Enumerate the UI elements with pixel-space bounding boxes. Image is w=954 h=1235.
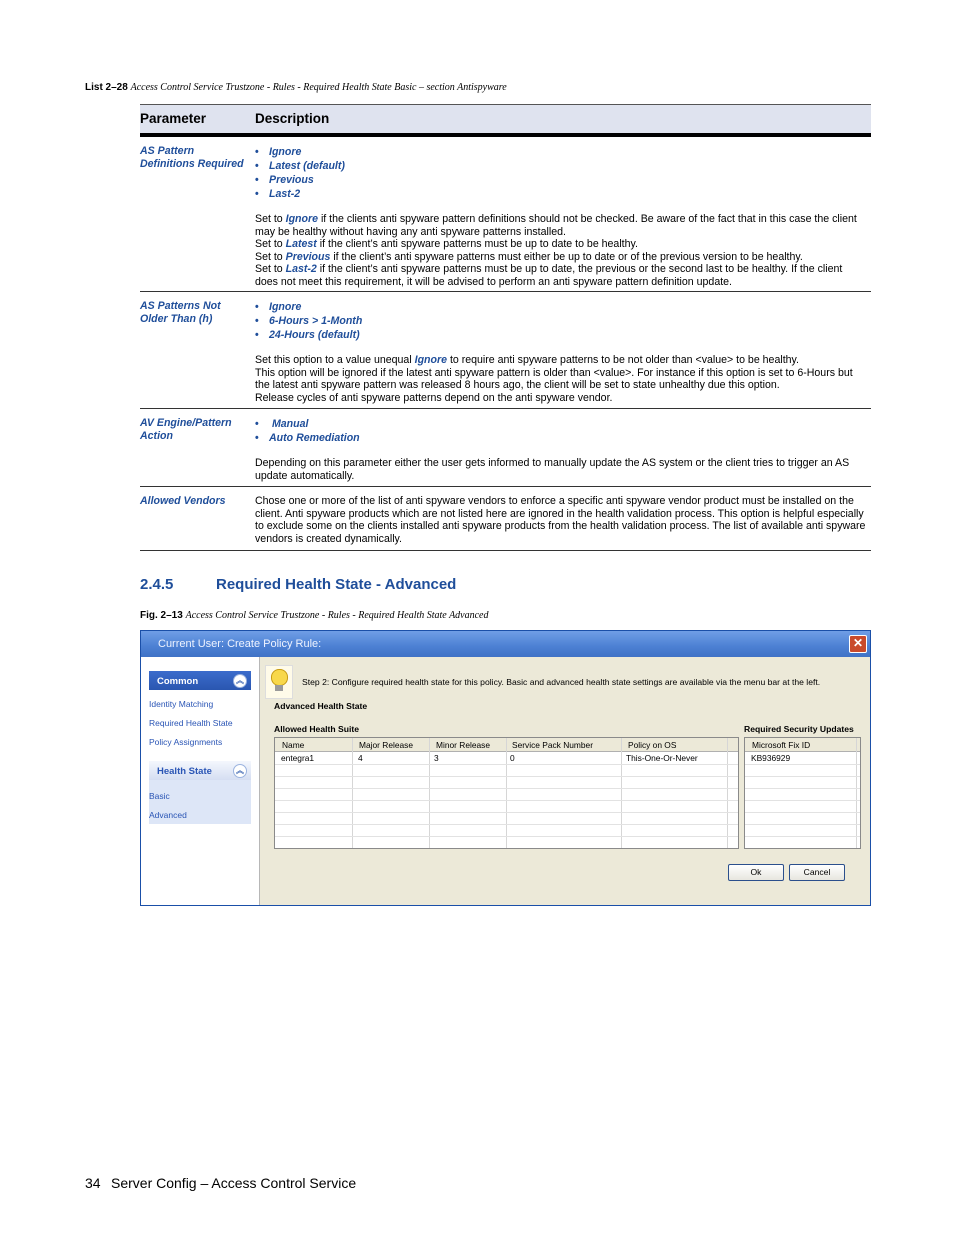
- option-item: • Manual: [255, 417, 867, 431]
- sidebar-item-basic[interactable]: Basic: [149, 791, 170, 801]
- list-caption: [85, 82, 507, 93]
- sidebar-item-identity-matching[interactable]: Identity Matching: [149, 699, 214, 709]
- param-description: [255, 145, 867, 289]
- collapse-icon[interactable]: ︽: [233, 764, 247, 778]
- table-header: [140, 104, 871, 137]
- header-parameter: Parameter: [140, 111, 207, 126]
- sidebar-group-title: Health State: [157, 766, 212, 777]
- option-item: • Latest (default): [255, 159, 867, 173]
- sidebar: [141, 657, 260, 906]
- content-pane: [259, 657, 870, 905]
- option-item: • Ignore: [255, 300, 867, 314]
- option-item: • Auto Remediation: [255, 431, 867, 445]
- sidebar-group-title: Common: [157, 676, 199, 687]
- param-description: [255, 300, 867, 404]
- footer-text: Server Config – Access Control Service: [111, 1175, 357, 1191]
- option-item: • Ignore: [255, 145, 867, 159]
- parameter-table: [140, 104, 871, 551]
- column-header[interactable]: Name: [282, 740, 305, 750]
- option-item: • 6-Hours > 1-Month: [255, 314, 867, 328]
- step-text: Step 2: Configure required health state for this policy. Basic and advanced health state settings are available via the menu bar at the left.: [302, 677, 821, 687]
- list-caption-text: Access Control Service Trustzone - Rules - Required Health State Basic – section Antispyware: [130, 82, 507, 93]
- updates-label: Required Security Updates: [744, 724, 854, 734]
- column-header[interactable]: Microsoft Fix ID: [752, 740, 811, 750]
- grid-cell[interactable]: KB936929: [751, 753, 791, 763]
- param-text: Chose one or more of the list of anti spyware vendors to enforce a specific anti spyware vendor product must be installed on the client. Anti spyware products which are not listed here are ignored in the health validation process. This option is helpful especially to exclude some on the clients installed anti spyware products from the health validation process. The list of available anti spyware vendors is created dynamically.: [255, 495, 866, 545]
- column-header[interactable]: Policy on OS: [628, 740, 677, 750]
- suite-label: Allowed Health Suite: [274, 724, 359, 734]
- table-row: [140, 409, 871, 487]
- security-updates-grid[interactable]: [744, 737, 861, 849]
- sidebar-group-common[interactable]: [149, 671, 251, 690]
- column-header[interactable]: Service Pack Number: [512, 740, 593, 750]
- sidebar-item-advanced[interactable]: Advanced: [149, 810, 187, 820]
- list-caption-label: List 2–28: [85, 82, 128, 93]
- health-suite-grid[interactable]: [274, 737, 739, 849]
- figure-caption-text: Access Control Service Trustzone - Rules - Required Health State Advanced: [185, 610, 489, 621]
- param-name: Allowed Vendors: [140, 495, 226, 507]
- collapse-icon[interactable]: ︽: [233, 674, 247, 688]
- param-text: Depending on this parameter either the user gets informed to manually update the AS system or the client tries to trigger an AS update automatically.: [255, 457, 850, 482]
- sidebar-item-policy-assignments[interactable]: Policy Assignments: [149, 737, 223, 747]
- figure-caption: [140, 610, 489, 621]
- sidebar-item-required-health-state[interactable]: Required Health State: [149, 718, 233, 728]
- column-header[interactable]: Minor Release: [436, 740, 490, 750]
- policy-rule-window: [140, 630, 871, 906]
- section-number: 2.4.5: [140, 576, 174, 593]
- ok-button[interactable]: Ok: [728, 864, 784, 881]
- grid-cell[interactable]: entegra1: [281, 753, 315, 763]
- column-header[interactable]: Major Release: [359, 740, 413, 750]
- option-item: • Previous: [255, 173, 867, 187]
- window-titlebar: [141, 631, 870, 657]
- window-title: Current User: Create Policy Rule:: [158, 638, 322, 650]
- page-number: 34: [85, 1175, 101, 1191]
- header-description: Description: [255, 111, 330, 126]
- param-text: Set to Ignore if the clients anti spyware pattern definitions should not be checked. Be aware of the fact that in this case the client may be healthy without having any anti spyware patterns installed. Set to Latest if the client’s anti spyware patterns must be up to date to be healthy. Set to Previous if the client’s anti spyware patterns must either be up to date or of the previous version to be healthy. Set to Last-2 if the client’s anti spyware patterns must be up to date, the previous or the second last to be healthy. If the client does not meet this requirement, it will be advised to perform an anti spyware pattern definition update.: [255, 213, 857, 288]
- grid-cell[interactable]: This-One-Or-Never: [626, 753, 698, 763]
- option-item: • 24-Hours (default): [255, 328, 867, 342]
- param-description: [255, 417, 867, 482]
- param-text: Set this option to a value unequal Ignore to require anti spyware patterns to be not older than <value> to be healthy. This option will be ignored if the latest anti spyware pattern is older than <value>. For instance if this option is set to 6-Hours but the latest anti spyware pattern was released 8 hours ago, the client will be set to state unhealthy due this option. Release cycles of anti spyware patterns depend on the anti spyware vendor.: [255, 354, 853, 404]
- section-heading: [140, 576, 456, 593]
- table-row: [140, 487, 871, 551]
- section-title: Required Health State - Advanced: [216, 576, 457, 593]
- page-footer: [85, 1175, 356, 1191]
- sidebar-group-health-state[interactable]: [149, 761, 251, 780]
- page-heading: Advanced Health State: [274, 701, 368, 711]
- option-item: • Last-2: [255, 187, 867, 201]
- lightbulb-icon: [265, 665, 293, 699]
- grid-cell[interactable]: 4: [358, 753, 363, 763]
- param-name: AV Engine/Pattern Action: [140, 417, 232, 442]
- cancel-button[interactable]: Cancel: [789, 864, 845, 881]
- table-row: [140, 292, 871, 409]
- close-icon[interactable]: ✕: [849, 635, 867, 653]
- param-description: [255, 495, 867, 545]
- grid-cell[interactable]: 0: [510, 753, 515, 763]
- table-row: [140, 137, 871, 292]
- grid-cell[interactable]: 3: [434, 753, 439, 763]
- figure-caption-label: Fig. 2–13: [140, 610, 183, 621]
- param-name: AS Patterns Not Older Than (h): [140, 300, 221, 325]
- param-name: AS Pattern Definitions Required: [140, 145, 244, 170]
